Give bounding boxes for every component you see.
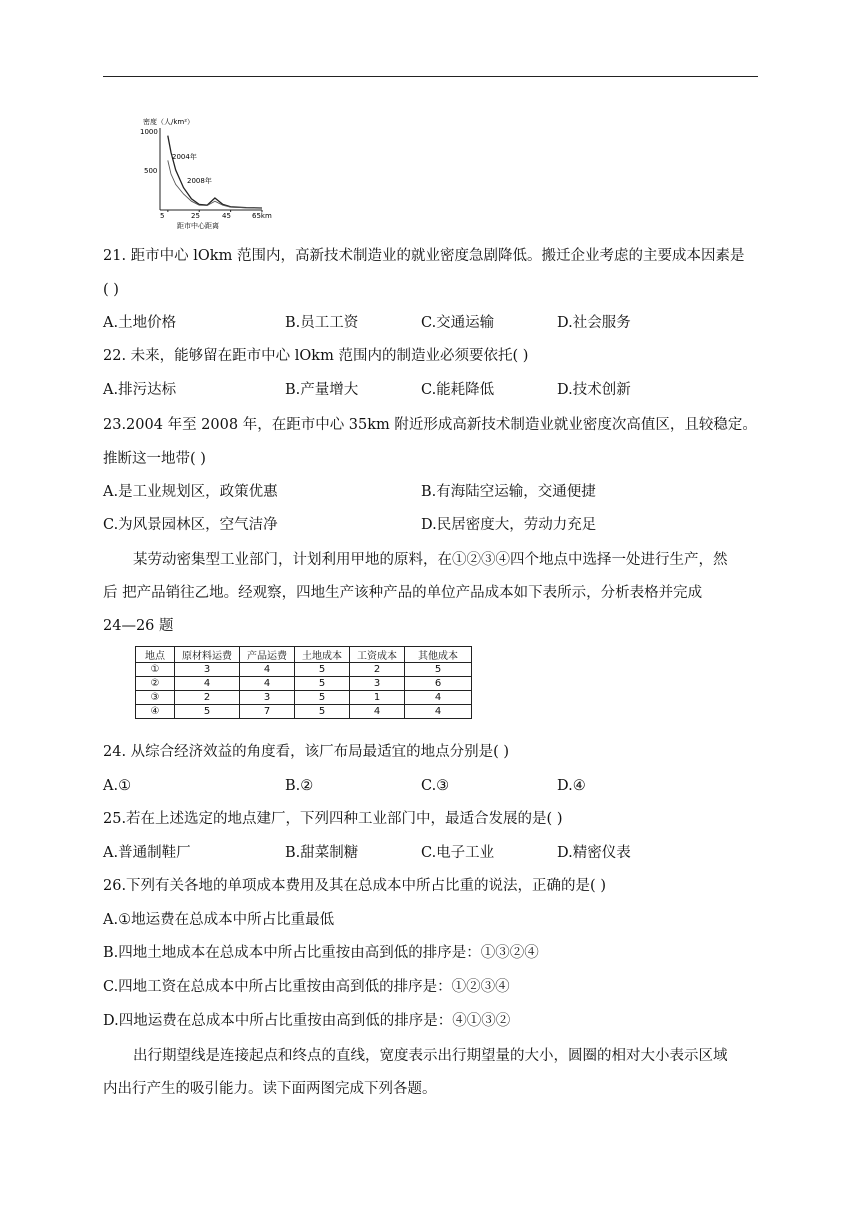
- table-cell: 5: [295, 705, 350, 719]
- table-row: [136, 705, 472, 719]
- series-2004-label: 2004年: [172, 153, 197, 161]
- table-cell: 4: [175, 677, 240, 691]
- table-row: [136, 691, 472, 705]
- q26-option-a[interactable]: A.①地运费在总成本中所占比重最低: [103, 912, 335, 928]
- table-cell: ②: [136, 677, 175, 691]
- q25-option-a[interactable]: A.普通制鞋厂: [103, 845, 191, 861]
- intro27-line2: 内出行产生的吸引能力。读下面两图完成下列各题。: [103, 1081, 437, 1097]
- table-cell: 5: [405, 663, 472, 677]
- xtick-5: 5: [160, 212, 165, 220]
- intro24-line2: 后 把产品销往乙地。经观察，四地生产该种产品的单位产品成本如下表所示，分析表格并完成: [103, 585, 703, 601]
- q21-option-a[interactable]: A.土地价格: [103, 315, 177, 331]
- table-cell: 2: [350, 663, 405, 677]
- q23-stem: 23.2004 年至 2008 年，在距市中心 35km 附近形成高新技术制造业就业密度次高值区，且较稳定。: [103, 417, 757, 433]
- chart-xlabel: 距市中心距离: [177, 222, 219, 230]
- q21-option-c[interactable]: C.交通运输: [421, 315, 495, 331]
- table-cell: 4: [405, 705, 472, 719]
- table-cell: 6: [405, 677, 472, 691]
- q25-option-d[interactable]: D.精密仪表: [557, 845, 631, 861]
- chart-ylabel: 密度（人/km²）: [143, 118, 195, 126]
- header-rule: [103, 76, 758, 77]
- q22-option-b[interactable]: B.产量增大: [285, 382, 359, 398]
- table-header-row: [136, 647, 472, 663]
- ytick-500: 500: [144, 167, 158, 175]
- table-cell: ④: [136, 705, 175, 719]
- q26-option-c[interactable]: C.四地工资在总成本中所占比重按由高到低的排序是：①②③④: [103, 979, 510, 995]
- table-cell: 7: [240, 705, 295, 719]
- table-header: 产品运费: [240, 647, 295, 663]
- q26-option-d[interactable]: D.四地运费在总成本中所占比重按由高到低的排序是：④①③②: [103, 1013, 511, 1029]
- q24-option-a[interactable]: A.①: [103, 778, 132, 794]
- series-2004-line: [168, 136, 262, 208]
- q23-stem-2: 推断这一地带( ): [103, 451, 206, 467]
- density-chart: [130, 112, 290, 232]
- q25-stem: 25.若在上述选定的地点建厂，下列四种工业部门中，最适合发展的是( ): [103, 811, 563, 827]
- q21-stem-paren: ( ): [103, 282, 119, 298]
- table-cell: 4: [240, 663, 295, 677]
- q26-stem: 26.下列有关各地的单项成本费用及其在总成本中所占比重的说法，正确的是( ): [103, 878, 606, 894]
- table-cell: 3: [175, 663, 240, 677]
- q25-option-b[interactable]: B.甜菜制糖: [285, 845, 359, 861]
- table-cell: 5: [175, 705, 240, 719]
- table-cell: 4: [350, 705, 405, 719]
- q21-stem: 21. 距市中心 lOkm 范围内，高新技术制造业的就业密度急剧降低。搬迁企业考虑的主要成本因素是: [103, 248, 745, 264]
- cost-table: [135, 646, 472, 719]
- table-cell: ①: [136, 663, 175, 677]
- table-cell: 2: [175, 691, 240, 705]
- q24-stem: 24. 从综合经济效益的角度看，该厂布局最适宜的地点分别是( ): [103, 744, 510, 760]
- table-row: [136, 663, 472, 677]
- table-header: 地点: [136, 647, 175, 663]
- q22-option-c[interactable]: C.能耗降低: [421, 382, 495, 398]
- series-2008-label: 2008年: [187, 177, 212, 185]
- q24-option-d[interactable]: D.④: [557, 778, 586, 794]
- q23-option-c[interactable]: C.为风景园林区，空气洁净: [103, 517, 278, 533]
- table-cell: 5: [295, 691, 350, 705]
- q24-option-c[interactable]: C.③: [421, 778, 450, 794]
- q23-option-d[interactable]: D.民居密度大，劳动力充足: [421, 517, 597, 533]
- table-cell: 5: [295, 677, 350, 691]
- q22-option-d[interactable]: D.技术创新: [557, 382, 631, 398]
- table-header: 土地成本: [295, 647, 350, 663]
- table-cell: 4: [240, 677, 295, 691]
- xtick-25: 25: [191, 212, 200, 220]
- q21-option-b[interactable]: B.员工工资: [285, 315, 359, 331]
- table-cell: 3: [240, 691, 295, 705]
- xtick-45: 45: [222, 212, 231, 220]
- xtick-65: 65km: [252, 212, 272, 220]
- ytick-1000: 1000: [140, 128, 158, 136]
- q24-option-b[interactable]: B.②: [285, 778, 314, 794]
- table-cell: 5: [295, 663, 350, 677]
- q21-option-d[interactable]: D.社会服务: [557, 315, 631, 331]
- intro24-line1: 某劳动密集型工业部门，计划利用甲地的原料，在①②③④四个地点中选择一处进行生产，然: [133, 552, 728, 568]
- table-cell: 3: [350, 677, 405, 691]
- table-header: 工资成本: [350, 647, 405, 663]
- table-header: 原材料运费: [175, 647, 240, 663]
- table-row: [136, 677, 472, 691]
- q22-stem: 22. 未来，能够留在距市中心 lOkm 范围内的制造业必须要依托( ): [103, 348, 529, 364]
- q26-option-b[interactable]: B.四地土地成本在总成本中所占比重按由高到低的排序是：①③②④: [103, 945, 539, 961]
- q23-option-b[interactable]: B.有海陆空运输，交通便捷: [421, 484, 596, 500]
- table-cell: ③: [136, 691, 175, 705]
- q25-option-c[interactable]: C.电子工业: [421, 845, 495, 861]
- table-cell: 4: [405, 691, 472, 705]
- q22-option-a[interactable]: A.排污达标: [103, 382, 177, 398]
- intro24-line3: 24—26 题: [103, 618, 174, 634]
- intro27-line1: 出行期望线是连接起点和终点的直线，宽度表示出行期望量的大小，圆圈的相对大小表示区域: [133, 1048, 728, 1064]
- q23-option-a[interactable]: A.是工业规划区，政策优惠: [103, 484, 278, 500]
- table-header: 其他成本: [405, 647, 472, 663]
- table-cell: 1: [350, 691, 405, 705]
